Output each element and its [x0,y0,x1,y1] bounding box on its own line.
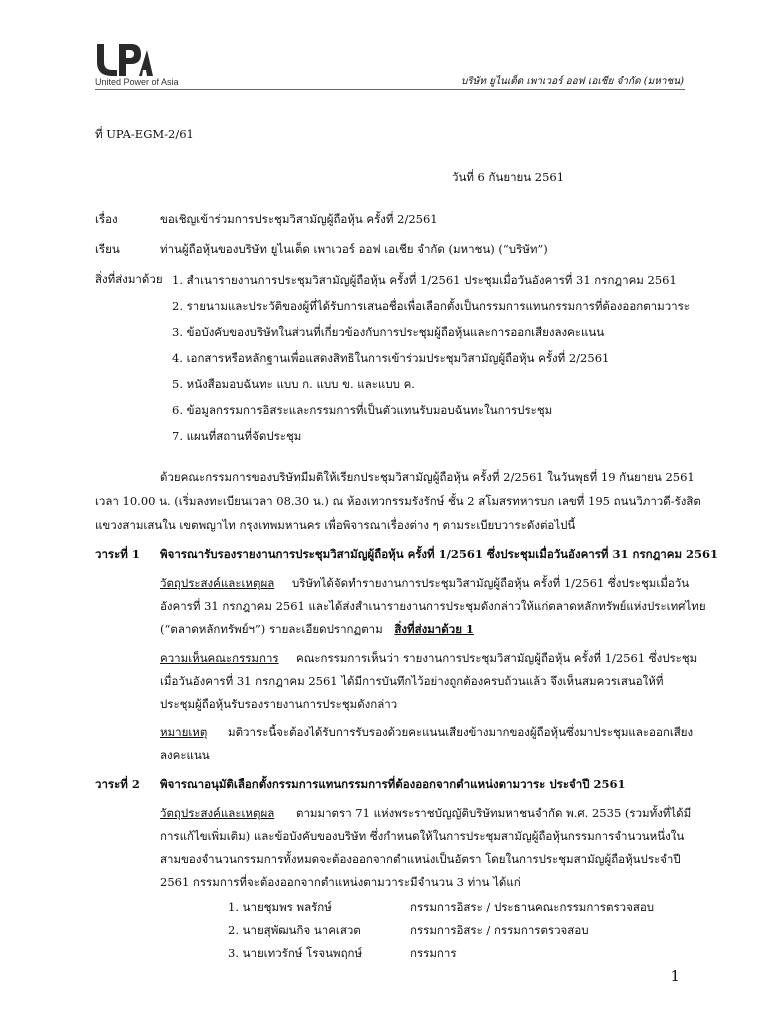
agenda-2-label: วาระที่ 2 [95,777,140,791]
agenda-1-opinion-line: คณะกรรมการเห็นว่า รายงานการประชุมวิสามัญผู้ถือหุ้น ครั้งที่ 1/2561 ซึ่งประชุม [296,651,698,665]
agenda-1-note-line: ลงคะแนน [160,748,210,762]
subject-text: ขอเชิญเข้าร่วมการประชุมวิสามัญผู้ถือหุ้น ครั้งที่ 2/2561 [160,212,438,226]
agenda-1-label: วาระที่ 1 [95,547,140,561]
agenda-1-objective-line: (“ตลาดหลักทรัพย์ฯ”) รายละเอียดปรากฏตาม [160,622,383,636]
agenda-1-title: พิจารณารับรองรายงานการประชุมวิสามัญผู้ถือหุ้น ครั้งที่ 1/2561 ซึ่งประชุมเมื่อวันอังคารที่ 31 กรกฎาคม 2561 [160,547,719,561]
agenda-2-title: พิจารณาอนุมัติเลือกตั้งกรรมการแทนกรรมการที่ต้องออกจากตำแหน่งตามวาระ ประจำปี 2561 [160,777,626,791]
agenda-2-objective-line: การแก้ไขเพิ่มเติม) และข้อบังคับของบริษัท ซึ่งกำหนดให้ในการประชุมสามัญผู้ถือหุ้นกรรมการจำนวนหนึ่งใน [160,829,685,843]
director-position: กรรมการอิสระ / กรรมการตรวจสอบ [410,923,589,937]
agenda-2-objective-line: 2561 กรรมการที่จะต้องออกจากตำแหน่งตามวาระมีจำนวน 3 ท่าน ได้แก่ [160,875,521,889]
director-name: 1. นายชุมพร พลรักษ์ [228,900,332,914]
agenda-1-note-label: หมายเหตุ [160,725,208,739]
attachments-label: สิ่งที่ส่งมาด้วย [95,272,163,286]
reference-number: ที่ UPA-EGM-2/61 [95,127,194,141]
letter-date: วันที่ 6 กันยายน 2561 [452,170,565,184]
director-name: 2. นายสุพัฒนกิจ นาคเสวต [228,923,361,937]
agenda-1-objective-line: บริษัทได้จัดทำรายงานการประชุมวิสามัญผู้ถือหุ้น ครั้งที่ 1/2561 ซึ่งประชุมเมื่อวัน [292,576,690,590]
director-position: กรรมการอิสระ / ประธานคณะกรรมการตรวจสอบ [410,900,655,914]
agenda-2-objective-line: สามของจำนวนกรรมการทั้งหมดจะต้องออกจากตำแหน่งเป็นอัตรา โดยในการประชุมสามัญผู้ถือหุ้นประจำปี [160,852,681,866]
attachment-item: 4. เอกสารหรือหลักฐานเพื่อแสดงสิทธิในการเข้าร่วมประชุมวิสามัญผู้ถือหุ้น ครั้งที่ 2/2561 [172,351,610,365]
attachment-item: 7. แผนที่สถานที่จัดประชุม [172,429,302,443]
attachment-item: 1. สำเนารายงานการประชุมวิสามัญผู้ถือหุ้น ครั้งที่ 1/2561 ประชุมเมื่อวันอังคารที่ 31 กรกฎาคม 2561 [172,273,677,287]
intro-line: เวลา 10.00 น. (เริ่มลงทะเบียนเวลา 08.30 น.) ณ ห้องเทวกรรมรังรักษ์ ชั้น 2 สโมสรทหารบก เลขที่ 195 ถนนวิภาวดี-รังสิต [95,494,701,508]
subject-label: เรื่อง [95,212,118,226]
agenda-1-opinion-label: ความเห็นคณะกรรมการ [160,651,279,665]
to-text: ท่านผู้ถือหุ้นของบริษัท ยูไนเต็ด เพาเวอร์ ออฟ เอเชีย จำกัด (มหาชน) (“บริษัท”) [160,242,548,256]
attachment-item: 5. หนังสือมอบฉันทะ แบบ ก. แบบ ข. และแบบ ค. [172,377,415,391]
page-number: 1 [670,967,680,985]
agenda-1-note-line: มติวาระนี้จะต้องได้รับการรับรองด้วยคะแนนเสียงข้างมากของผู้ถือหุ้นซึ่งมาประชุมและออกเสียง [228,725,694,739]
director-name: 3. นายเทวรักษ์ โรจนพฤกษ์ [228,946,363,960]
to-label: เรียน [95,242,120,256]
agenda-1-opinion-line: เมื่อวันอังคารที่ 31 กรกฎาคม 2561 ได้มีการบันทึกไว้อย่างถูกต้องครบถ้วนแล้ว จึงเห็นสมควรเสนอให้ที่ [160,674,664,688]
intro-line: แขวงสามเสนใน เขตพญาไท กรุงเทพมหานคร เพื่อพิจารณาเรื่องต่าง ๆ ตามระเบียบวาระดังต่อไปนี้ [95,518,576,532]
header-divider [95,89,685,90]
agenda-1-objective-line: อังคารที่ 31 กรกฎาคม 2561 และได้ส่งสำเนารายงานการประชุมดังกล่าวให้แก่ตลาดหลักทรัพย์แห่งประเทศไทย [160,599,706,613]
company-name: บริษัท ยูไนเต็ด เพาเวอร์ ออฟ เอเชีย จำกัด (มหาชน) [461,76,684,87]
attachment-reference-link[interactable]: สิ่งที่ส่งมาด้วย 1 [394,622,474,636]
agenda-1-opinion-line: ประชุมผู้ถือหุ้นรับรองรายงานการประชุมดังกล่าว [160,697,398,711]
upa-logo-icon [95,40,155,78]
intro-line: ด้วยคณะกรรมการของบริษัทมีมติให้เรียกประชุมวิสามัญผู้ถือหุ้น ครั้งที่ 2/2561 ในวันพุธที่ 19 กันยายน 2561 [160,470,695,484]
attachment-item: 6. ข้อมูลกรรมการอิสระและกรรมการที่เป็นตัวแทนรับมอบฉันทะในการประชุม [172,403,553,417]
agenda-2-objective-label: วัตถุประสงค์และเหตุผล [160,806,275,820]
agenda-2-objective-line: ตามมาตรา 71 แห่งพระราชบัญญัติบริษัทมหาชนจำกัด พ.ศ. 2535 (รวมทั้งที่ได้มี [296,806,692,820]
attachment-item: 3. ข้อบังคับของบริษัทในส่วนที่เกี่ยวข้องกับการประชุมผู้ถือหุ้นและการออกเสียงลงคะแนน [172,325,605,339]
logo-subtext: United Power of Asia [95,77,179,87]
director-position: กรรมการ [410,946,457,960]
agenda-1-objective-label: วัตถุประสงค์และเหตุผล [160,576,275,590]
attachment-item: 2. รายนามและประวัติของผู้ที่ได้รับการเสนอชื่อเพื่อเลือกตั้งเป็นกรรมการแทนกรรมการที่ต้องออกตามวาระ [172,299,690,313]
